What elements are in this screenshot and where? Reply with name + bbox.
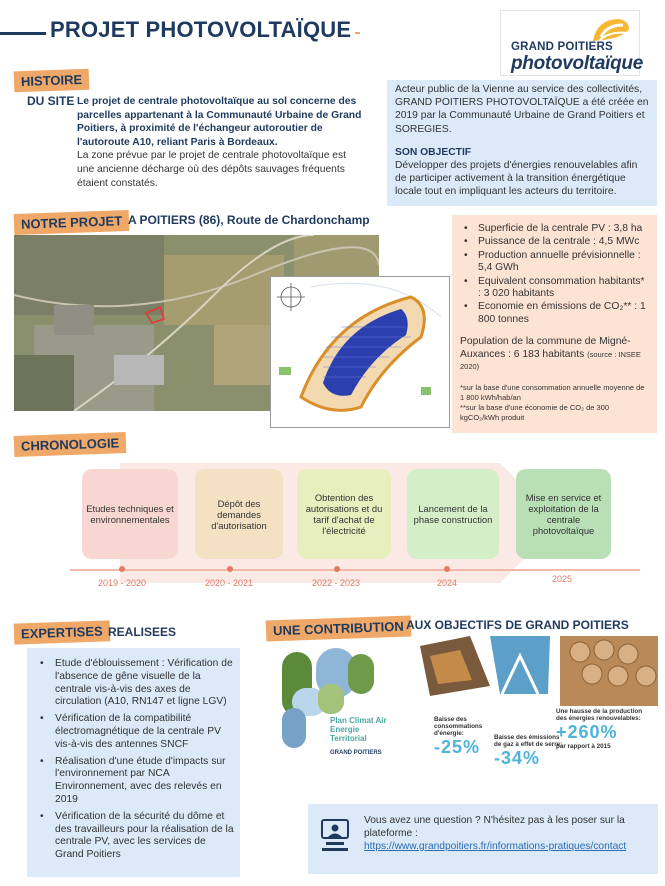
stat-item: • Economie en émissions de CO₂** : 1 800 tonnes xyxy=(460,301,649,326)
expertises-tag: EXPERTISES xyxy=(14,620,110,644)
timeline-year: 2024 xyxy=(437,578,458,588)
objective-note: par rapport à 2015 xyxy=(556,743,611,750)
footnote-1: *sur la base d'une consommation annuelle moyenne de 1 800 kWh/hab/an xyxy=(460,383,645,403)
population-value: Population de la commune de Migné-Auxances : 6 183 habitants xyxy=(460,336,631,360)
objectif-title: SON OBJECTIF xyxy=(395,146,472,158)
expertise-item: • Vérification de la sécurité du dôme et des travailleurs pour la réalisation de la centrale PV, avec les services de Grand Poitiers xyxy=(35,811,234,862)
objectif-text: Développer des projets d'énergies renouvelables afin de participer activement à la transition énergétique locale tout en impliquant les acteurs du territoire. xyxy=(395,160,638,198)
population-text xyxy=(460,336,649,373)
site-plan xyxy=(270,276,450,428)
timeline-dot xyxy=(334,566,340,572)
objective-label: Baisse des consommations d'énergie: xyxy=(434,716,483,737)
timeline-year: 2022 - 2023 xyxy=(312,578,361,588)
page-title: PROJET PHOTOVOLTAÏQUE xyxy=(46,17,355,43)
project-stats-box xyxy=(452,215,657,433)
question-box xyxy=(308,804,658,874)
histoire-para2: La zone prévue par le projet de centrale photovoltaïque est une ancienne décharge où des dépôts sauvages fréquents étaient constatés. xyxy=(77,150,347,189)
computer-user-icon xyxy=(320,818,350,854)
expertise-item: • Etude d'éblouissement : Vérification de l'absence de gêne visuelle de la centrale vis-à-vis des axes de circulation (A10, RN147 et ligne LGV) xyxy=(35,658,234,709)
timeline-step: Mise en service et exploitation de la centrale photovoltaïque xyxy=(516,469,611,559)
timeline-dot xyxy=(227,566,233,572)
timeline-year: 2020 - 2021 xyxy=(205,578,254,588)
notre-projet-tag: NOTRE PROJET xyxy=(14,210,130,235)
objective-label: Une hausse de la production des énergies renouvelables: xyxy=(556,708,643,722)
contact-link[interactable]: https://www.grandpoitiers.fr/informations-pratiques/contact xyxy=(364,841,627,852)
histoire-text xyxy=(77,95,362,190)
footnote-2: **sur la base d'une économie de CO₂ de 300 kgCO₂/kWh produit xyxy=(460,403,610,423)
question-text: Vous avez une question ? N'hésitez pas à les poser sur la plateforme : xyxy=(364,815,625,839)
objective-value: -34% xyxy=(494,748,541,768)
timeline-year: 2019 - 2020 xyxy=(98,578,147,588)
contribution-tag: UNE CONTRIBUTION xyxy=(266,615,411,641)
timeline-step: Obtention des autorisations et du tarif d'achat de l'électricité xyxy=(297,469,391,559)
stat-item: • Equivalent consommation habitants* : 3 020 habitants xyxy=(460,276,649,301)
pcaet-title: Plan Climat Air Energie Territorial xyxy=(330,716,387,743)
logo-line1: GRAND POITIERS xyxy=(511,41,613,53)
notre-projet-sub: A POITIERS (86), Route de Chardonchamp xyxy=(128,213,370,227)
grand-poitiers-logo xyxy=(500,10,643,76)
chronologie-tag: CHRONOLOGIE xyxy=(14,432,127,457)
pcaet-brand: GRAND POITIERS xyxy=(330,750,382,756)
timeline-dot xyxy=(444,566,450,572)
objective-value: -25% xyxy=(434,737,481,757)
expertises-box xyxy=(27,648,240,877)
timeline-dot xyxy=(119,566,125,572)
acteur-text: Acteur public de la Vienne au service des collectivités, GRAND POITIERS PHOTOVOLTAÏQUE a été créée en 2019 par la Communauté Urbaine de Grand Poitiers et SOREGIES. xyxy=(395,84,649,135)
expertise-item: • Vérification de la compatibilité électromagnétique de la centrale PV vis-à-vis des antennes SNCF xyxy=(35,713,234,751)
timeline-step: Dépôt des demandes d'autorisation xyxy=(195,469,283,559)
stat-item: • Production annuelle prévisionnelle : 5,4 GWh xyxy=(460,250,649,275)
stat-item: • Superficie de la centrale PV : 3,8 ha xyxy=(460,223,649,235)
histoire-tag: HISTOIRE xyxy=(14,69,90,93)
contribution-sub: AUX OBJECTIFS DE GRAND POITIERS xyxy=(406,618,629,632)
expertises-sub: REALISEES xyxy=(108,625,177,639)
histoire-sub: DU SITE xyxy=(27,94,75,108)
logo-line2: photovoltaïque xyxy=(511,53,643,74)
population-source: (source : INSEE 2020) xyxy=(460,349,641,372)
histoire-para1: Le projet de centrale photovoltaïque au sol concerne des parcelles appartenant à la Communauté Urbaine de Grand Poitiers, à proximité de l'échangeur autoroutier de l'autoroute A10, reliant Paris à Bordeaux. xyxy=(77,96,362,148)
objective-label: Baisse des émissions de gaz à effet de serre: xyxy=(494,734,563,748)
timeline-axis xyxy=(70,569,640,571)
timeline-step: Etudes techniques et environnementales xyxy=(82,469,178,559)
expertise-item: • Réalisation d'une étude d'impacts sur l'environnement par NCA Environnement, avec des relevés en 2019 xyxy=(35,756,234,807)
footnotes xyxy=(460,383,649,423)
timeline-year: 2025 xyxy=(552,574,573,584)
objective-value: +260% xyxy=(556,722,618,742)
timeline-step: Lancement de la phase construction xyxy=(407,469,499,559)
acteur-box xyxy=(387,80,657,206)
stat-item: • Puissance de la centrale : 4,5 MWc xyxy=(460,236,649,248)
objectives-panel xyxy=(420,636,658,806)
